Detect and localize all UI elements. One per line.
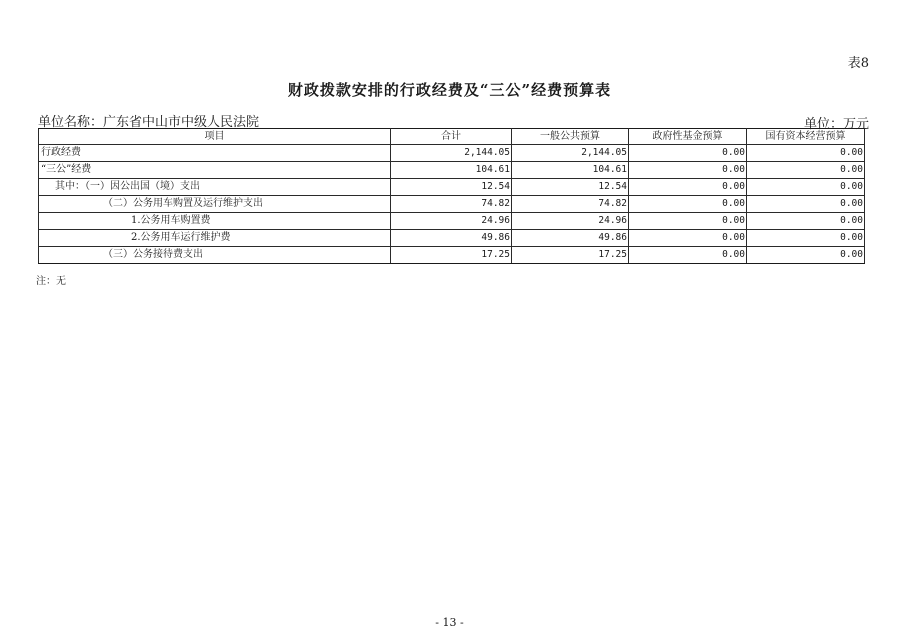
budget-table [38, 128, 865, 264]
row-state-capital-budget: 0.00 [747, 230, 865, 247]
row-total: 24.96 [391, 213, 512, 230]
row-total: 2,144.05 [391, 145, 512, 162]
page-title: 财政拨款安排的行政经费及“三公”经费预算表 [287, 81, 612, 99]
row-state-capital-budget: 0.00 [747, 145, 865, 162]
header-state-capital-budget: 国有资本经营预算 [747, 129, 865, 145]
row-fund-budget: 0.00 [629, 162, 747, 179]
table-row [39, 230, 865, 247]
header-fund-budget: 政府性基金预算 [629, 129, 747, 145]
row-label: “三公”经费 [39, 162, 391, 179]
row-fund-budget: 0.00 [629, 145, 747, 162]
row-general-budget: 24.96 [512, 213, 629, 230]
row-label: 2.公务用车运行维护费 [39, 230, 391, 247]
row-fund-budget: 0.00 [629, 247, 747, 264]
header-item: 项目 [39, 129, 391, 145]
row-label: 1.公务用车购置费 [39, 213, 391, 230]
header-total: 合计 [391, 129, 512, 145]
row-general-budget: 2,144.05 [512, 145, 629, 162]
header-general-budget: 一般公共预算 [512, 129, 629, 145]
row-label: （二）公务用车购置及运行维护支出 [39, 196, 391, 213]
table-row [39, 196, 865, 213]
currency-unit-label: 单位：万元 [803, 117, 869, 132]
table-note: 注：无 [36, 276, 66, 287]
table-row [39, 247, 865, 264]
row-fund-budget: 0.00 [629, 179, 747, 196]
table-row [39, 145, 865, 162]
row-label: 行政经费 [39, 145, 391, 162]
row-general-budget: 104.61 [512, 162, 629, 179]
row-fund-budget: 0.00 [629, 230, 747, 247]
row-state-capital-budget: 0.00 [747, 213, 865, 230]
row-total: 12.54 [391, 179, 512, 196]
page-number: - 13 - [435, 616, 464, 629]
row-state-capital-budget: 0.00 [747, 196, 865, 213]
row-state-capital-budget: 0.00 [747, 247, 865, 264]
table-header-row [39, 129, 865, 145]
row-state-capital-budget: 0.00 [747, 179, 865, 196]
row-label: （三）公务接待费支出 [39, 247, 391, 264]
table-number: 表8 [847, 56, 869, 71]
row-total: 49.86 [391, 230, 512, 247]
table-row [39, 213, 865, 230]
row-fund-budget: 0.00 [629, 213, 747, 230]
row-general-budget: 74.82 [512, 196, 629, 213]
row-fund-budget: 0.00 [629, 196, 747, 213]
row-total: 17.25 [391, 247, 512, 264]
row-general-budget: 17.25 [512, 247, 629, 264]
row-state-capital-budget: 0.00 [747, 162, 865, 179]
row-general-budget: 49.86 [512, 230, 629, 247]
row-total: 104.61 [391, 162, 512, 179]
row-total: 74.82 [391, 196, 512, 213]
row-general-budget: 12.54 [512, 179, 629, 196]
row-label: 其中：（一）因公出国（境）支出 [39, 179, 391, 196]
table-row [39, 162, 865, 179]
unit-name-label: 单位名称：广东省中山市中级人民法院 [38, 115, 260, 130]
table-row [39, 179, 865, 196]
